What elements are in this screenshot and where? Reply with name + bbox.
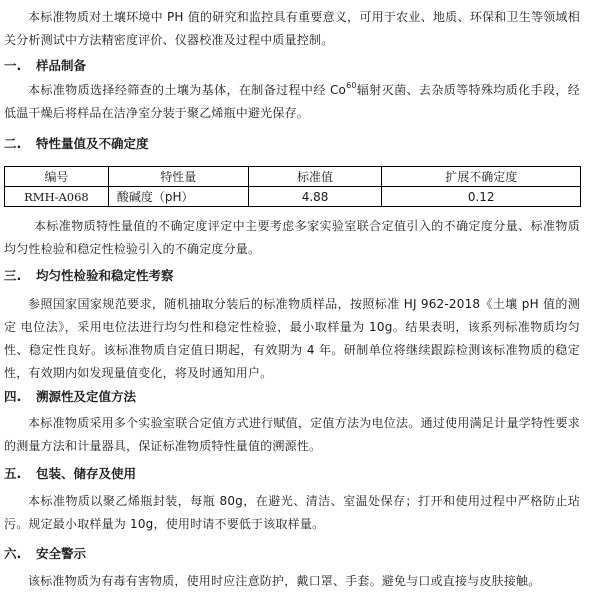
section-title: 安全警示 bbox=[36, 546, 87, 561]
table-header-cell: 编号 bbox=[5, 167, 109, 187]
table-cell-property: 酸碱度（pH） bbox=[108, 187, 248, 207]
section-title: 样品制备 bbox=[36, 58, 87, 73]
property-value-table bbox=[4, 166, 581, 207]
preparation-text-part2: 辐射灭菌、去杂质等特殊均质化手段，经低温干燥后将样品在洁净室分装于聚乙烯瓶中避光保存。 bbox=[4, 83, 580, 120]
section-heading-property-values bbox=[4, 135, 149, 153]
traceability-paragraph: 本标准物质采用多个实验室联合定值方式进行赋值，定值方法为电位法。通过使用满足计量学特性要求的测量方法和计量器具，保证标准物质特性量值的溯源性。 bbox=[4, 416, 580, 453]
section-heading-homogeneity bbox=[4, 267, 174, 285]
section-title: 溯源性及定值方法 bbox=[36, 389, 137, 404]
preparation-text-part1: 本标准物质选择经筛查的土壤为基体，在制备过程中经 Co bbox=[28, 83, 347, 97]
table-cell-standard-value: 4.88 bbox=[248, 187, 382, 207]
section-number: 五. bbox=[4, 466, 22, 481]
section-title: 均匀性检验和稳定性考察 bbox=[36, 268, 174, 283]
table-header-cell: 标准值 bbox=[248, 167, 382, 187]
table-header-cell: 特性量 bbox=[108, 167, 248, 187]
section-number: 三. bbox=[4, 268, 22, 283]
section-number: 一. bbox=[4, 58, 22, 73]
table-cell-uncertainty: 0.12 bbox=[382, 187, 581, 207]
section-heading-safety bbox=[4, 545, 86, 563]
table-cell-code: RMH-A068 bbox=[5, 187, 109, 207]
section-number: 四. bbox=[4, 389, 22, 404]
preparation-paragraph bbox=[4, 79, 580, 125]
section-heading-traceability bbox=[4, 388, 136, 406]
isotope-superscript: 60 bbox=[346, 81, 357, 90]
table-row bbox=[5, 187, 581, 207]
homogeneity-paragraph: 参照国家国家规范要求，随机抽取分装后的标准物质样品，按照标准 HJ 962-2018《土壤 pH 值的测定 电位法》，采用电位法进行均匀性和稳定性检验，最小取样量为 10g。结果表明，该系列标准物质均匀性、稳定性良好。该标准物质自定值日期起，有效期为 4 年。研制单位将继续跟踪检测该标准物质的稳定性，有效期内如发现量值变化，将及时通知用户。 bbox=[4, 297, 580, 380]
section-number: 二. bbox=[4, 136, 22, 151]
section-title: 包装、储存及使用 bbox=[36, 466, 137, 481]
section-number: 六. bbox=[4, 546, 22, 561]
section-heading-preparation bbox=[4, 57, 86, 75]
table-header-cell: 扩展不确定度 bbox=[382, 167, 581, 187]
intro-paragraph: 本标准物质对土壤环境中 PH 值的研究和监控具有重要意义，可用于农业、地质、环保和卫生等领域相关分析测试中方法精密度评价、仪器校准及过程中质量控制。 bbox=[4, 10, 580, 47]
table-header-row bbox=[5, 167, 581, 187]
safety-paragraph: 该标准物质为有毒有害物质，使用时应注意防护，戴口罩、手套。避免与口或直接与皮肤接触。 bbox=[28, 574, 541, 588]
section-title: 特性量值及不确定度 bbox=[36, 136, 149, 151]
section-heading-packaging bbox=[4, 465, 136, 483]
uncertainty-paragraph: 本标准物质特性量值的不确定度评定中主要考虑多家实验室联合定值引入的不确定度分量、标准物质均匀性检验和稳定性检验引入的不确定度分量。 bbox=[4, 219, 580, 256]
packaging-paragraph: 本标准物质以聚乙烯瓶封装，每瓶 80g，在避光、清洁、室温处保存；打开和使用过程中严格防止玷污。规定最小取样量为 10g，使用时请不要低于该取样量。 bbox=[4, 494, 580, 531]
